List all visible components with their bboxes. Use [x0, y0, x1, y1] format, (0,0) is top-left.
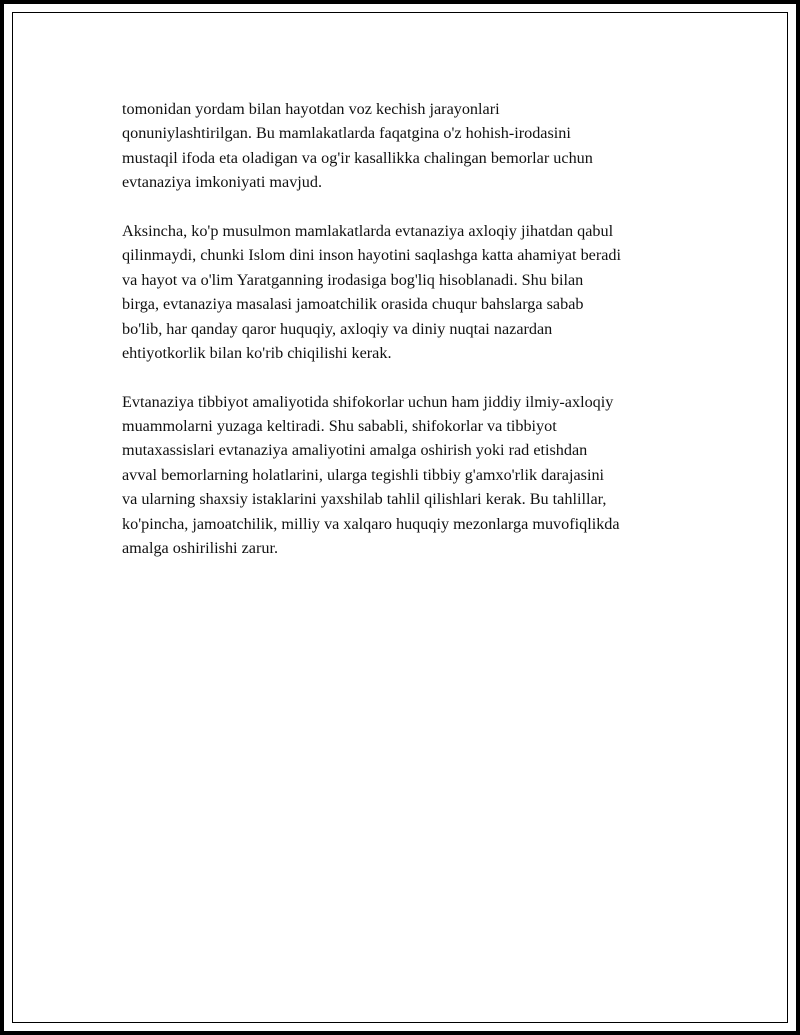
paragraph-3 — [122, 390, 702, 561]
text-line: Evtanaziya tibbiyot amaliyotida shifokorlar uchun ham jiddiy ilmiy-axloqiy — [122, 392, 614, 411]
text-line: evtanaziya imkoniyati mavjud. — [122, 173, 323, 192]
text-line: qonuniylashtirilgan. Bu mamlakatlarda faqatgina o'z hohish-irodasini — [122, 124, 571, 143]
paragraph-2 — [122, 219, 702, 365]
text-line: muammolarni yuzaga keltiradi. Shu sababli, shifokorlar va tibbiyot — [122, 417, 557, 436]
text-line: qilinmaydi, chunki Islom dini inson hayotini saqlashga katta ahamiyat beradi — [122, 246, 622, 265]
text-line: va hayot va o'lim Yaratganning irodasiga bog'liq hisoblanadi. Shu bilan — [122, 270, 584, 289]
text-line: bo'lib, har qanday qaror huquqiy, axloqiy va diniy nuqtai nazardan — [122, 319, 553, 338]
text-line: Aksincha, ko'p musulmon mamlakatlarda evtanaziya axloqiy jihatdan qabul — [122, 221, 614, 240]
text-line: mutaxassislari evtanaziya amaliyotini amalga oshirish yoki rad etishdan — [122, 441, 588, 460]
text-line: birga, evtanaziya masalasi jamoatchilik orasida chuqur bahslarga sabab — [122, 295, 584, 314]
text-line: tomonidan yordam bilan hayotdan voz kechish jarayonlari — [122, 100, 500, 118]
text-line: ehtiyotkorlik bilan ko'rib chiqilishi kerak. — [122, 343, 392, 362]
text-line: va ularning shaxsiy istaklarini yaxshilab tahlil qilishlari kerak. Bu tahlillar, — [122, 490, 607, 509]
text-line: amalga oshirilishi zarur. — [122, 539, 278, 558]
text-line: avval bemorlarning holatlarini, ularga tegishli tibbiy g'amxo'rlik darajasini — [122, 465, 605, 484]
paragraph-1 — [122, 97, 702, 195]
text-line: ko'pincha, jamoatchilik, milliy va xalqaro huquqiy mezonlarga muvofiqlikda — [122, 514, 620, 533]
document-body — [122, 97, 702, 585]
text-line: mustaqil ifoda eta oladigan va og'ir kasallikka chalingan bemorlar uchun — [122, 148, 593, 167]
